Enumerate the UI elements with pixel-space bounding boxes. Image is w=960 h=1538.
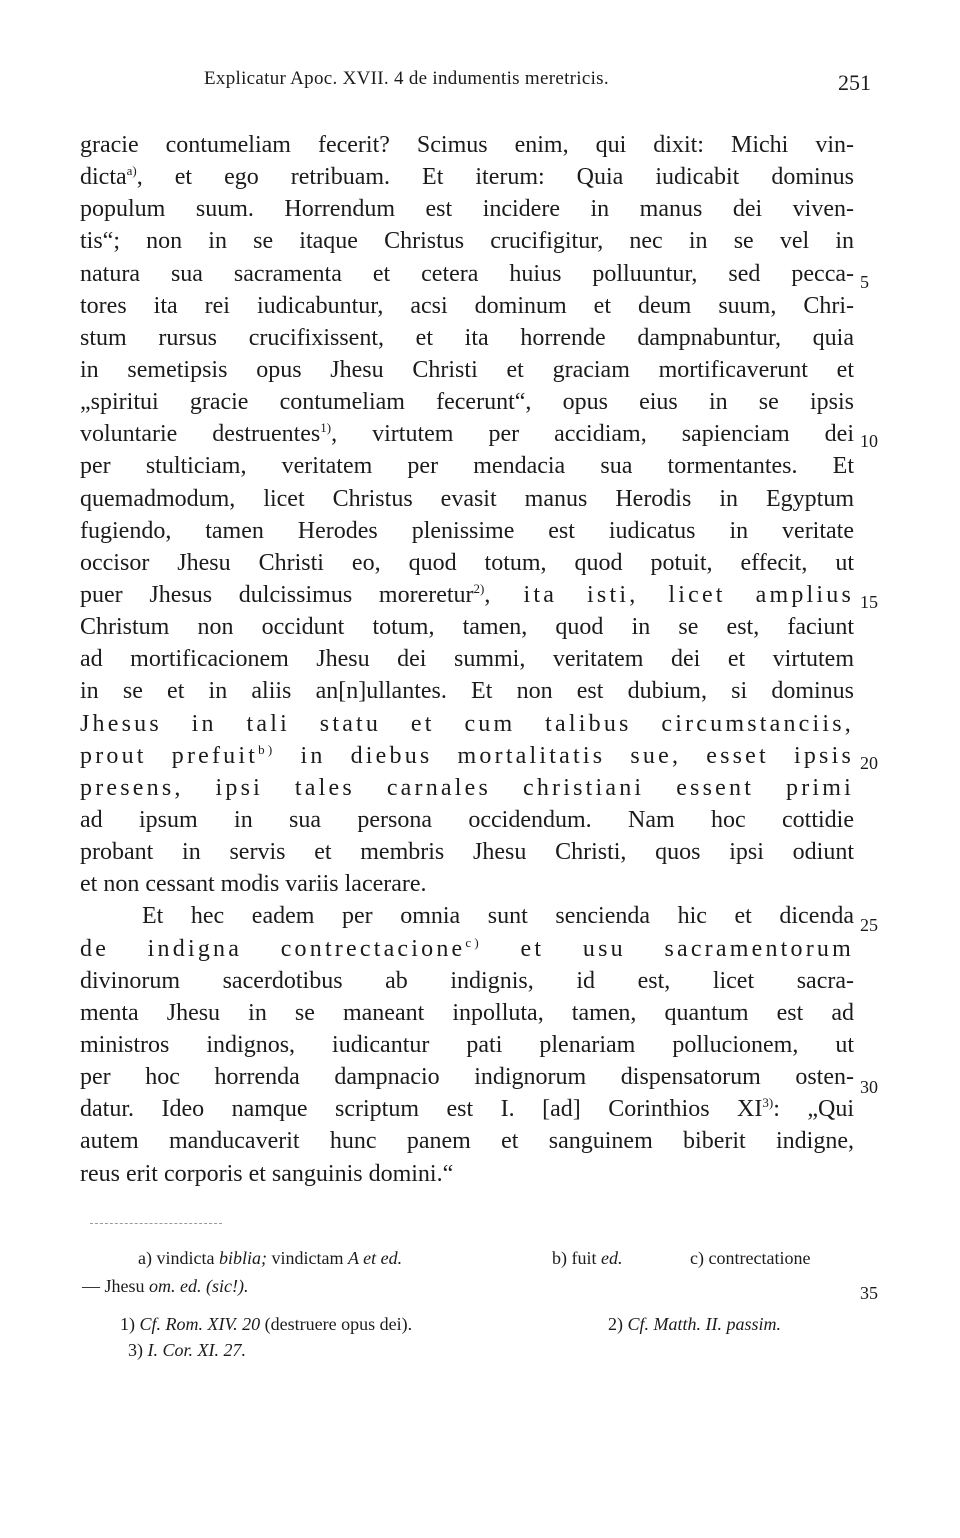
text-line: reus erit corporis et sanguinis domini.“	[80, 1160, 454, 1187]
text-line: in semetipsis opus Jhesu Christi et graciam mortificaverunt et	[80, 356, 854, 383]
text-line: quemadmodum, licet Christus evasit manus Herodis in Egyptum	[80, 485, 854, 512]
line-number: 5	[860, 272, 869, 292]
text-line: fugiendo, tamen Herodes plenissime est iudicatus in veritate	[80, 517, 854, 544]
text-line: „spiritui gracie contumeliam fecerunt“, opus eius in se ipsis	[80, 389, 854, 416]
footnote-mark: 3)	[762, 1095, 774, 1111]
running-header	[0, 68, 960, 98]
line-number: 35	[860, 1283, 878, 1303]
footnote-mark: c)	[465, 934, 482, 950]
text-line: populum suum. Horrendum est incidere in manus dei viven-	[80, 196, 854, 223]
text-line: stum rursus crucifixissent, et ita horrende dampnabuntur, quia	[80, 324, 854, 351]
text-line: autem manducaverit hunc panem et sanguinem biberit indigne,	[80, 1128, 854, 1155]
text-line: menta Jhesu in se maneant inpolluta, tamen, quantum est ad	[80, 999, 854, 1026]
line-number: 10	[860, 431, 878, 451]
text-line: per hoc horrenda dampnacio indignorum dispensatorum osten-	[80, 1064, 854, 1091]
footnote-mark: 2)	[473, 580, 485, 596]
text-line: tis“; non in se itaque Christus crucifigitur, nec in se vel in	[80, 228, 854, 255]
source-note-2: 2) Cf. Matth. II. passim.	[608, 1314, 782, 1334]
text-line: voluntarie destruentes$^{1)}$, virtutem per accidiam, sapienciam dei	[80, 420, 854, 448]
text-line: gracie contumeliam fecerit? Scimus enim, qui dixit: Michi vin-	[80, 132, 854, 158]
text-line: puer Jhesus dulcissimus moreretur$^{2)}$, ita isti, licet amplius	[80, 580, 855, 608]
body-text	[80, 129, 854, 1190]
text-line: ad mortificacionem Jhesu dei summi, veritatem dei et virtutem	[80, 646, 854, 673]
line-number: 30	[860, 1077, 878, 1097]
apparatus-note-a: a) vindicta biblia; vindictam A et ed.	[138, 1248, 403, 1268]
apparatus-note-c: c) contrectatione	[690, 1248, 811, 1268]
text-line: Christum non occidunt totum, tamen, quod in se est, faciunt	[80, 614, 854, 641]
line-number: 20	[860, 753, 878, 773]
text-line: divinorum sacerdotibus ab indignis, id est, licet sacra-	[80, 967, 854, 994]
source-note-1: 1) Cf. Rom. XIV. 20 (destruere opus dei).	[120, 1314, 413, 1334]
source-note-3: 3) I. Cor. XI. 27.	[128, 1340, 246, 1360]
text-line: ministros indignos, iudicantur pati plenariam pollucionem, ut	[80, 1031, 854, 1058]
text-line: presens, ipsi tales carnales christiani essent primi	[80, 774, 854, 801]
text-line: occisor Jhesu Christi eo, quod totum, quod potuit, effecit, ut	[80, 549, 854, 576]
page-number: 251	[838, 70, 871, 95]
footnote-mark: a)	[126, 163, 137, 179]
text-line: de indigna contrectacione$^{c)}$ et usu sacramentorum	[80, 934, 854, 962]
apparatus-note-b: b) fuit ed.	[552, 1248, 623, 1268]
text-line: per stulticiam, veritatem per mendacia sua tormentantes. Et	[80, 453, 854, 480]
line-number: 15	[860, 592, 878, 612]
text-line: ad ipsum in sua persona occidendum. Nam hoc cottidie	[80, 806, 854, 833]
text-line: tores ita rei iudicabuntur, acsi dominum et deum suum, Chri-	[80, 292, 854, 319]
text-line: Jhesus in tali statu et cum talibus circumstanciis,	[80, 710, 854, 737]
text-line: prout prefuit$^{b)}$ in diebus mortalitatis sue, esset ipsis	[80, 741, 854, 769]
footnote-mark: b)	[258, 741, 276, 757]
running-title: Explicatur Apoc. XVII. 4 de indumentis meretricis.	[204, 68, 609, 89]
line-number: 25	[860, 915, 878, 935]
text-line: natura sua sacramenta et cetera huius polluuntur, sed pecca-	[80, 260, 854, 287]
text-line: et non cessant modis variis lacerare.	[80, 871, 427, 898]
text-line: dicta$^{a)}$, et ego retribuam. Et iterum: Quia iudicabit dominus	[80, 163, 854, 191]
apparatus-note-c-continued: — Jhesu om. ed. (sic!).	[82, 1276, 249, 1296]
text-line: probant in servis et membris Jhesu Christi, quos ipsi odiunt	[80, 839, 854, 866]
footnote-divider	[90, 1223, 222, 1224]
text-line: in se et in aliis an[n]ullantes. Et non est dubium, si dominus	[80, 678, 854, 705]
footnote-mark: 1)	[320, 420, 332, 436]
text-line: Et hec eadem per omnia sunt sencienda hic et dicenda	[142, 903, 854, 930]
text-line: datur. Ideo namque scriptum est I. [ad] Corinthios XI$^{3)}$: „Qui	[80, 1095, 854, 1123]
